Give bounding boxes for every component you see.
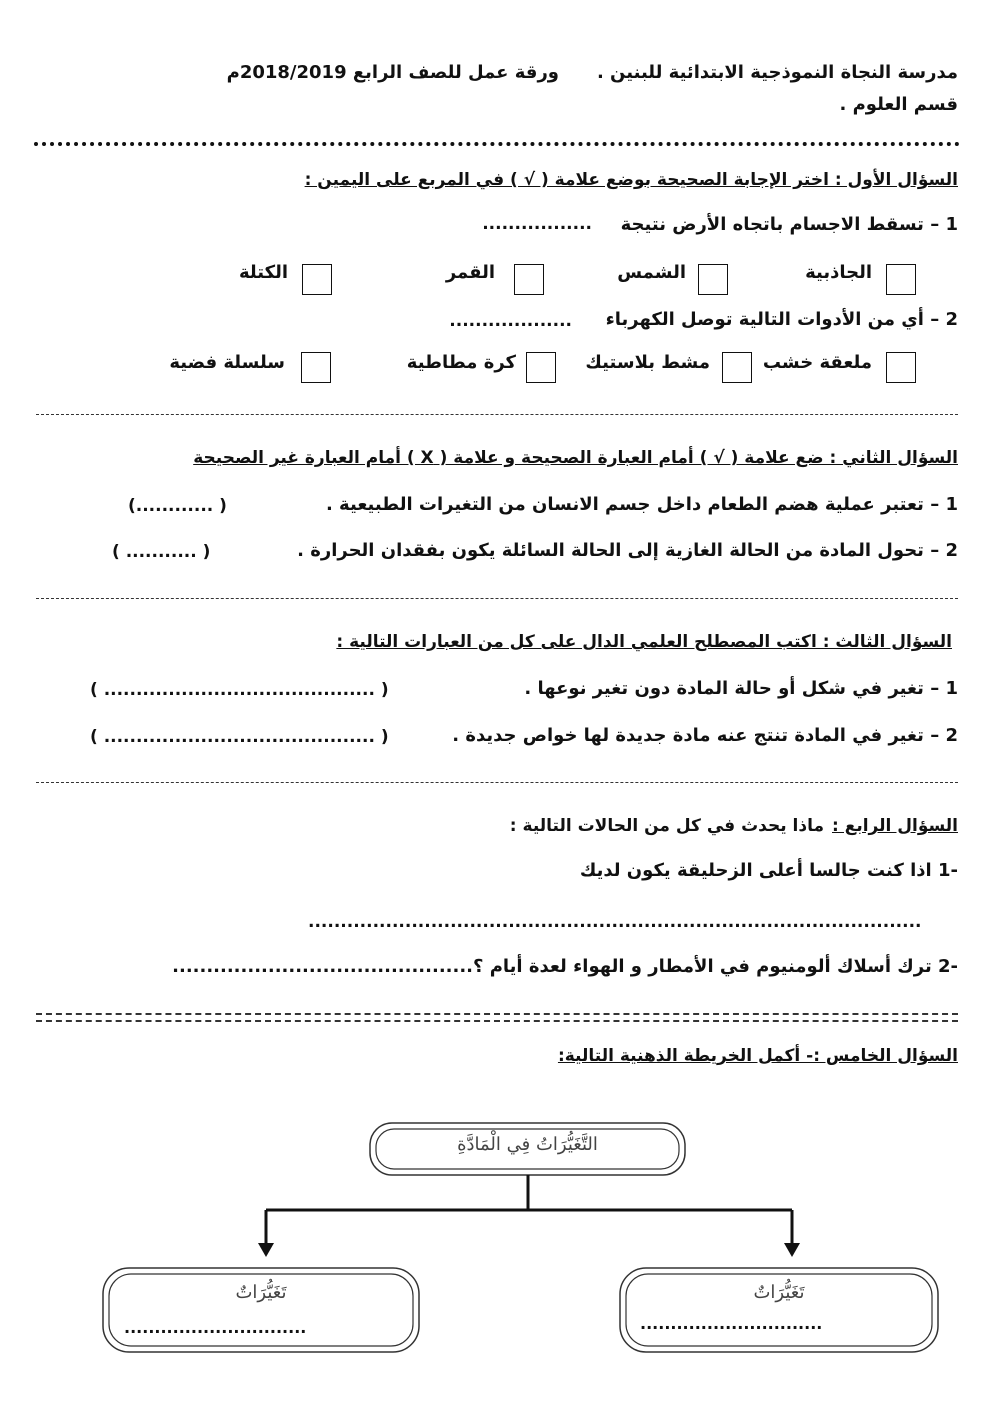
q4-item1-text: -1 اذا كنت جالسا أعلى الزحليقة يكون لديك (579, 860, 958, 881)
q1-item2-text: 2 – أي من الأدوات التالية توصل الكهرباء (605, 309, 958, 330)
q3-item1-text: 1 – تغير في شكل أو حالة المادة دون تغير نوعها . (524, 678, 958, 699)
worksheet-title: ورقة عمل للصف الرابع 2018/2019م (226, 62, 559, 83)
q4-item2-text: -2 ترك أسلاك ألومنيوم في الأمطار و الهواء لعدة أيام ؟............................................ (172, 956, 958, 977)
q3-item2-text: 2 – تغير في المادة تنتج عنه مادة جديدة لها خواص جديدة . (452, 725, 958, 746)
q3-item2-answer[interactable]: ( .......................................... ) (90, 727, 389, 747)
q1-item1-option3: القمر (445, 262, 495, 283)
school-name: مدرسة النجاة النموذجية الابتدائية للبنين . (596, 62, 958, 83)
q1-item2-option3: كرة مطاطية (406, 352, 516, 373)
q4-title-rest: ماذا يحدث في كل من الحالات التالية : (509, 816, 824, 836)
q3-item1-answer[interactable]: ( .......................................... ) (90, 680, 389, 700)
q2-item2-text: 2 – تحول المادة من الحالة الغازية إلى الحالة السائلة يكون بفقدان الحرارة . (297, 540, 958, 561)
q2-item1-answer[interactable]: (............ ) (128, 496, 227, 516)
q1-item1-option2: الشمس (617, 262, 686, 283)
q5-title: السؤال الخامس :- أكمل الخريطة الذهنية التالية: (557, 1046, 958, 1066)
q1-item1-text: 1 – تسقط الاجسام باتجاه الأرض نتيجة (620, 214, 958, 235)
q1-item2-blank: ................... (449, 311, 572, 331)
mind-map-right-blank[interactable]: .............................. (640, 1314, 823, 1333)
mind-map-left-label: تَغَيُّرَاتٌ (235, 1282, 287, 1303)
q1-item1-option1: الجاذبية (805, 262, 872, 283)
q1-item1-blank: ................. (482, 214, 592, 234)
arrow-right-icon (784, 1243, 800, 1257)
arrow-left-icon (258, 1243, 274, 1257)
mind-map-right-label: تَغَيُّرَاتٌ (753, 1282, 805, 1303)
q2-item2-answer[interactable]: ( ........... ) (112, 542, 211, 562)
q1-item2-option4: سلسلة فضية (169, 352, 285, 373)
q1-item2-option2: مشط بلاستيك (585, 352, 710, 373)
q4-title: السؤال الرابع : (832, 816, 958, 836)
mind-map-left-box-outer (103, 1268, 419, 1352)
mind-map-right-box-outer (620, 1268, 938, 1352)
q4-item1-answer-line[interactable]: ............................................................................................... (308, 912, 922, 932)
department-name: قسم العلوم . (839, 94, 958, 115)
q1-title: السؤال الأول : اختر الإجابة الصحيحة بوضع علامة ( √ ) في المربع على اليمين : (304, 170, 958, 190)
q3-title: السؤال الثالث : اكتب المصطلح العلمي الدال على كل من العبارات التالية : (336, 632, 952, 652)
mind-map-root-label: التَّغَيُّرَاتُ فِي الْمَادَّةِ (457, 1134, 598, 1155)
q2-item1-text: 1 – تعتبر عملية هضم الطعام داخل جسم الانسان من التغيرات الطبيعية . (325, 494, 958, 515)
q1-item1-option4: الكتلة (238, 262, 288, 283)
q1-item2-option1: ملعقة خشب (762, 352, 872, 373)
q2-title: السؤال الثاني : ضع علامة ( √ ) أمام العبارة الصحيحة و علامة ( X ) أمام العبارة غير الصحيحة (193, 448, 958, 468)
mind-map-left-blank[interactable]: .............................. (124, 1318, 307, 1337)
